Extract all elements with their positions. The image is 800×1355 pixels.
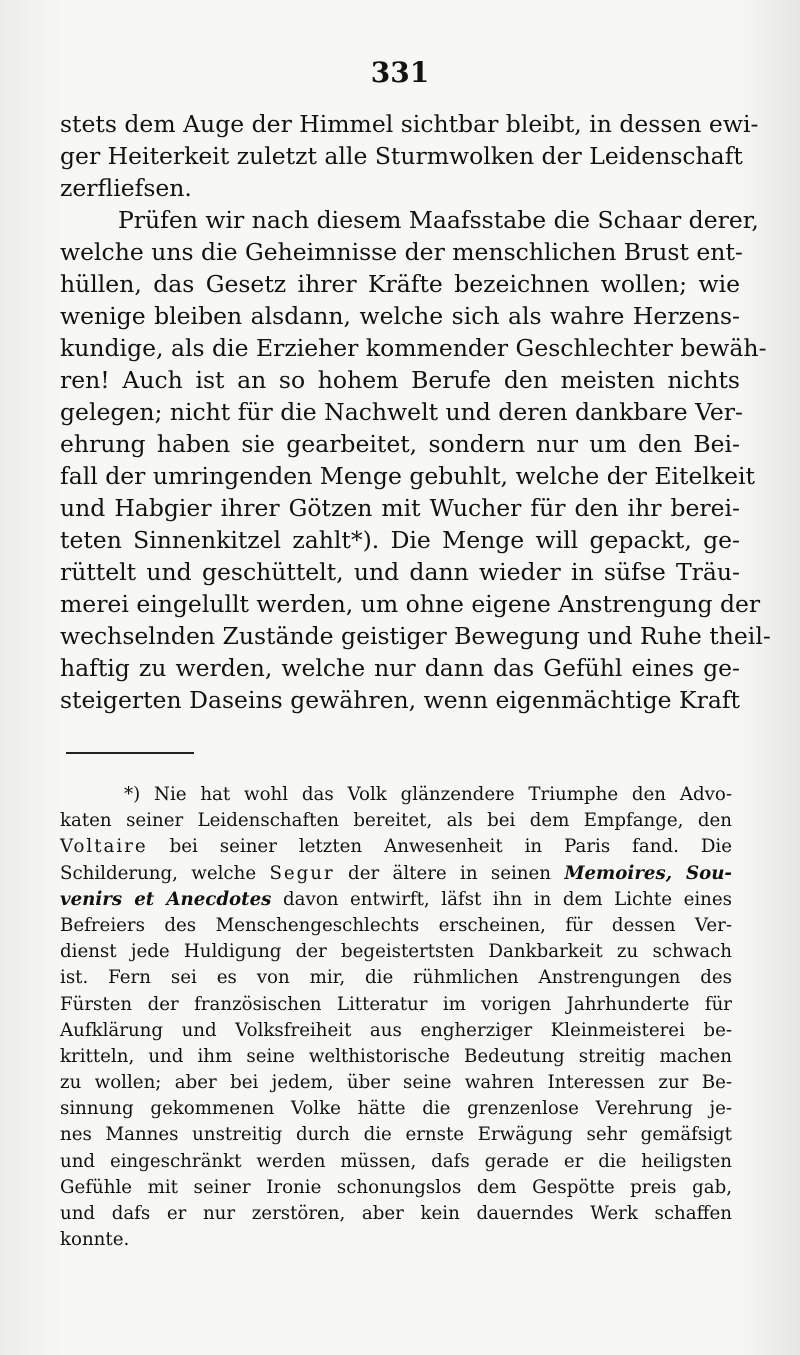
footnote-line [60, 887, 732, 913]
footnote-line: konnte. [60, 1229, 130, 1251]
book-title: Memoires, Sou- [564, 862, 732, 884]
footnote [60, 782, 732, 1253]
text-line: hüllen, das Gesetz ihrer Kräfte bezeichnen wollen; wie [60, 270, 740, 298]
footnote-line: ist. Fern sei es von mir, die rühmlichen Anstrengungen des [60, 967, 732, 989]
text-line: gelegen; nicht für die Nachwelt und deren dankbare Ver- [60, 398, 743, 426]
text-line: wenige bleiben alsdann, welche sich als wahre Herzens- [60, 302, 740, 330]
text-line: kundige, als die Erzieher kommender Geschlechter bewäh- [60, 334, 767, 362]
footnote-text: bei seiner letzten Anwesenheit in Paris fand. Die [147, 836, 732, 858]
footnote-line: nes Mannes unstreitig durch die ernste Erwägung sehr gemäfsigt [60, 1124, 732, 1146]
footnote-line: dienst jede Huldigung der begeistertsten Dankbarkeit zu schwach [60, 941, 732, 963]
text-line: haftig zu werden, welche nur dann das Gefühl eines ge- [60, 654, 740, 682]
footnote-marker: *) [124, 784, 141, 805]
text-line: welche uns die Geheimnisse der menschlichen Brust ent- [60, 238, 743, 266]
footnote-text: Nie hat wohl das Volk glänzendere Triumphe den Advo- [154, 784, 732, 805]
text-line: und Habgier ihrer Götzen mit Wucher für den ihr berei- [60, 494, 740, 522]
footnote-line [60, 834, 732, 860]
footnote-line: sinnung gekommenen Volke hätte die grenzenlose Verehrung je- [60, 1098, 732, 1120]
footnote-separator [66, 752, 194, 754]
footnote-text: Schilderung, welche [60, 862, 270, 884]
main-text [60, 108, 771, 716]
footnote-line: Fürsten der französischen Litteratur im vorigen Jahrhunderte für [60, 993, 732, 1015]
footnote-text: der ältere in seinen [334, 862, 565, 884]
text-line: steigerten Daseins gewähren, wenn eigenmächtige Kraft [60, 686, 740, 714]
footnote-line: katen seiner Leidenschaften bereitet, als bei dem Empfange, den [60, 810, 732, 832]
text-line: wechselnden Zustände geistiger Bewegung und Ruhe theil- [60, 622, 771, 650]
text-line: stets dem Auge der Himmel sichtbar bleibt, in dessen ewi- [60, 110, 759, 138]
text-line: Prüfen wir nach diesem Maafsstabe die Schaar derer, [118, 206, 759, 234]
text-line: ren! Auch ist an so hohem Berufe den meisten nichts [60, 366, 740, 394]
name-segur: Segur [269, 862, 335, 884]
text-line: ger Heiterkeit zuletzt alle Sturmwolken der Leidenschaft [60, 142, 743, 170]
text-line: ehrung haben sie gearbeitet, sondern nur um den Bei- [60, 430, 740, 458]
text-line: fall der umringenden Menge gebuhlt, welche der Eitelkeit [60, 462, 756, 490]
text-line: merei eingelullt werden, um ohne eigene Anstrengung der [60, 590, 761, 618]
footnote-line [60, 861, 732, 887]
page-number: 331 [370, 56, 430, 89]
footnote-line: Gefühle mit seiner Ironie schonungslos dem Gespötte preis gab, [60, 1176, 732, 1198]
footnote-line: Befreiers des Menschengeschlechts erscheinen, für dessen Ver- [60, 914, 732, 936]
footnote-line [60, 782, 732, 808]
footnote-line: und eingeschränkt werden müssen, dafs gerade er die heiligsten [60, 1150, 732, 1172]
footnote-line: Aufklärung und Volksfreiheit aus engherziger Kleinmeisterei be- [60, 1019, 732, 1041]
footnote-line: und dafs er nur zerstören, aber kein dauerndes Werk schaffen [60, 1203, 732, 1224]
footnote-text: davon entwirft, läfst ihn in dem Lichte eines [271, 888, 732, 910]
footnote-line: kritteln, und ihm seine welthistorische Bedeutung streitig machen [60, 1045, 732, 1067]
name-voltaire: Voltaire [60, 836, 148, 858]
text-line: teten Sinnenkitzel zahlt*). Die Menge will gepackt, ge- [60, 526, 740, 554]
text-line: rüttelt und geschüttelt, und dann wieder in süfse Träu- [60, 558, 740, 586]
footnote-line: zu wollen; aber bei jedem, über seine wahren Interessen zur Be- [60, 1072, 732, 1094]
book-title: venirs et Anecdotes [60, 888, 272, 910]
text-line: zerfliefsen. [60, 174, 192, 202]
